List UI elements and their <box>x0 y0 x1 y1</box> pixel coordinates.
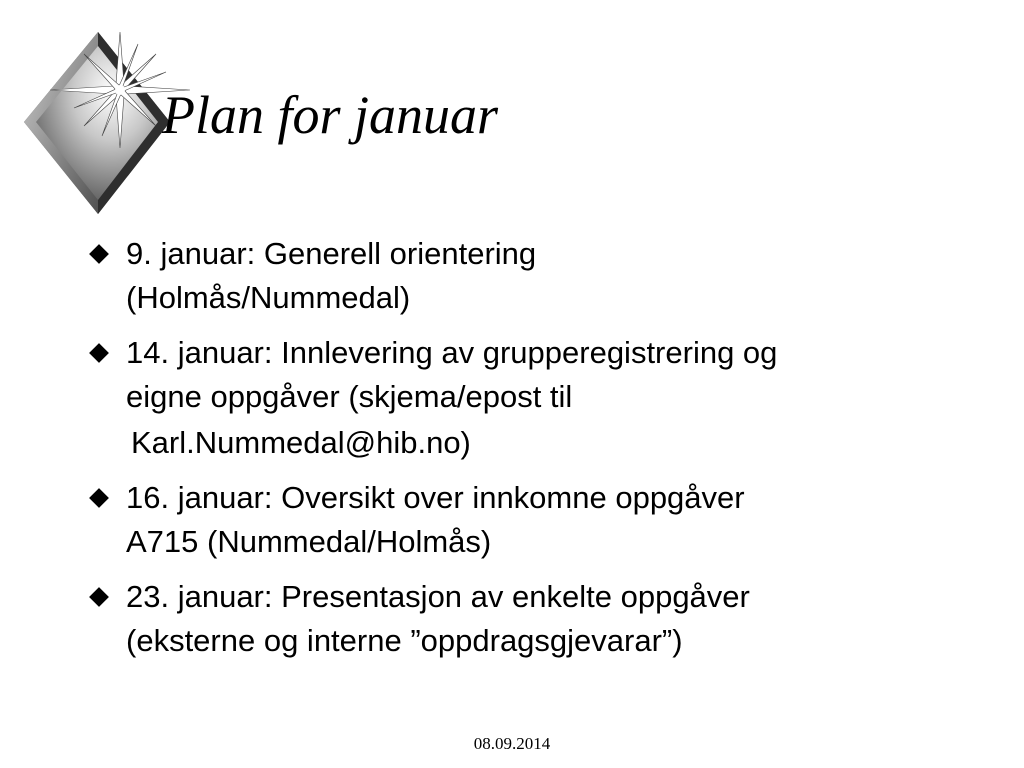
list-item <box>88 232 988 320</box>
list-item <box>88 331 988 419</box>
bullet-text-line: 23. januar: Presentasjon av enkelte oppgåver <box>126 579 750 614</box>
list-item <box>88 575 988 663</box>
footer-date: 08.09.2014 <box>473 734 551 753</box>
diamond-bullet-icon <box>89 343 109 363</box>
bullet-text-line: 16. januar: Oversikt over innkomne oppgåver <box>126 480 745 515</box>
bullet-list <box>88 232 988 674</box>
email-continuation-text: Karl.Nummedal@hib.no) <box>131 425 471 460</box>
bullet-text-line: (Holmås/Nummedal) <box>126 280 411 315</box>
slide-title: Plan for januar <box>162 85 499 145</box>
bullet-text-line: eigne oppgåver (skjema/epost til <box>126 379 573 414</box>
diamond-bullet-icon <box>89 244 109 264</box>
list-item <box>88 476 988 564</box>
diamond-bullet-icon <box>89 587 109 607</box>
diamond-bullet-icon <box>89 488 109 508</box>
bullet-text-line: 9. januar: Generell orientering <box>126 236 537 271</box>
bullet-text-line: 14. januar: Innlevering av grupperegistrering og <box>126 335 778 370</box>
bullet-text-line: A715 (Nummedal/Holmås) <box>126 524 492 559</box>
bullet-text-line: (eksterne og interne ”oppdragsgjevarar”) <box>126 623 683 658</box>
